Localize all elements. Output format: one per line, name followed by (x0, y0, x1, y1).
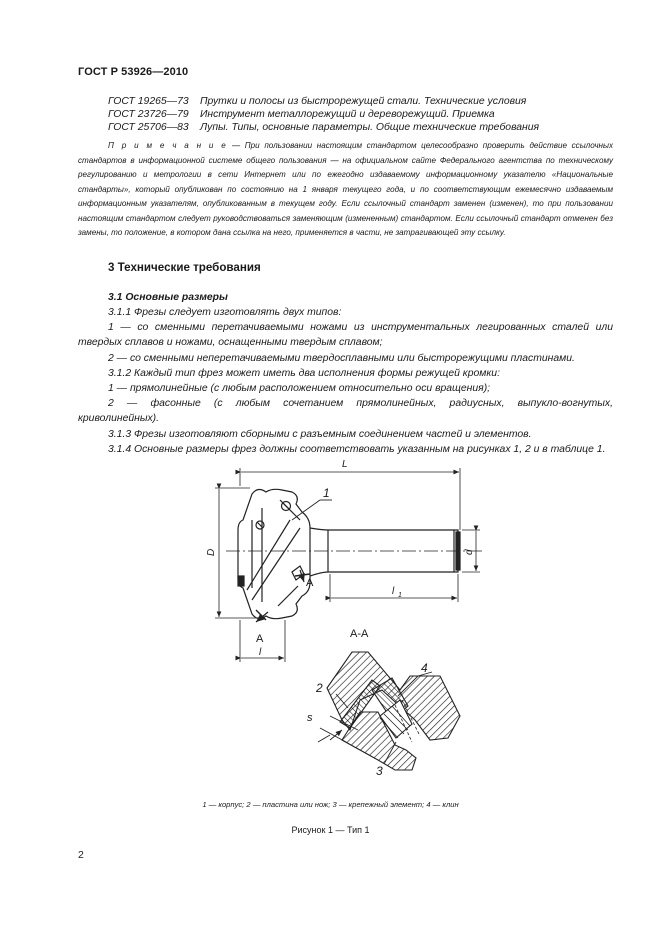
dimension-label-L: L (342, 459, 348, 470)
part-number-2: 2 (316, 681, 323, 695)
paragraph: 2 — фасонные (с любым сочетанием прямолинейных, радиусных, выпукло-вогнутых, криволинейных). (78, 398, 613, 425)
dimension-label-l1-subscript: 1 (398, 592, 402, 599)
paragraph: 2 — со сменными неперетачиваемыми твердосплавными или быстрорежущими пластинами. (108, 352, 575, 364)
reference-title: Инструмент металлорежущий и дереворежущий. Приемка (200, 109, 495, 121)
part-number-1: 1 (323, 486, 330, 500)
reference-code: ГОСТ 23726—79 (108, 109, 189, 121)
reference-code: ГОСТ 25706—83 (108, 122, 189, 134)
reference-title: Лупы. Типы, основные параметры. Общие технические требования (200, 122, 540, 134)
figure-caption: Рисунок 1 — Тип 1 (291, 825, 370, 835)
reference-code: ГОСТ 19265—73 (108, 96, 189, 107)
paragraph: 1 — прямолинейные (с любым расположением относительно оси вращения); (108, 383, 491, 395)
paragraph: 3.1.2 Каждый тип фрез может иметь два исполнения формы режущей кромки: (108, 367, 500, 379)
document-header: ГОСТ Р 53926—2010 (78, 66, 189, 78)
paragraph: 3.1.4 Основные размеры фрез должны соответствовать указанным на рисунках 1, 2 и в таблице 1. (108, 443, 606, 455)
dimension-label-s: s (307, 712, 313, 724)
page-number: 2 (78, 849, 84, 861)
reference-title: Прутки и полосы из быстрорежущей стали. Технические условия (200, 96, 527, 107)
figure-legend: 1 — корпус; 2 — пластина или нож; 3 — крепежный элемент; 4 — клин (202, 800, 459, 809)
section-marker-a: А (306, 577, 314, 589)
note-label: П р и м е ч а н и е (108, 141, 228, 150)
note-text: — При пользовании настоящим стандартом целесообразно проверить действие ссылочных стандартов в информационной системе общего пользования — на официальном сайте Федерального агентства по техническому регулированию и метрологии в сети Интернет или по ежегодно издаваемому информационному указателю «Национальные стандарты», который опубликован по состоянию на 1 января текущего года, и по соответствующим ежемесячно издаваемым информационным указателям, опубликованным в текущем году. Если ссылочный стандарт заменен (изменен), то при пользовании настоящим стандартом следует руководствоваться заменяющим (измененным) стандартом. Если ссылочный стандарт отменен без замены, то положение, в котором дана ссылка на него, применяется в части, не затрагивающей эту ссылку. (78, 141, 613, 237)
part-number-3: 3 (376, 764, 383, 778)
dimension-label-l1: l (392, 586, 395, 597)
section-marker-a: А (256, 633, 264, 645)
dimension-label-D: D (206, 548, 217, 556)
paragraph: 3.1.1 Фрезы следует изготовлять двух типов: (108, 307, 342, 318)
part-number-4: 4 (421, 661, 428, 675)
section-title: А-А (350, 628, 369, 640)
paragraph: 3.1.3 Фрезы изготовляют сборными с разъемным соединением частей и элементов. (108, 428, 532, 440)
cutter-main-view (226, 489, 484, 618)
paragraph: 1 — со сменными перетачиваемыми ножами из инструментальных легированных сталей или твердых сплавов и ножами, оснащенными твердым сплавом; (78, 322, 613, 349)
dimension-label-l: l (259, 647, 262, 658)
dimension-lines (215, 468, 480, 662)
subsection-heading: 3.1 Основные размеры (108, 292, 228, 303)
dimension-label-d: d (464, 549, 475, 555)
section-a-a-view (327, 652, 460, 770)
section-heading: 3 Технические требования (108, 261, 261, 274)
